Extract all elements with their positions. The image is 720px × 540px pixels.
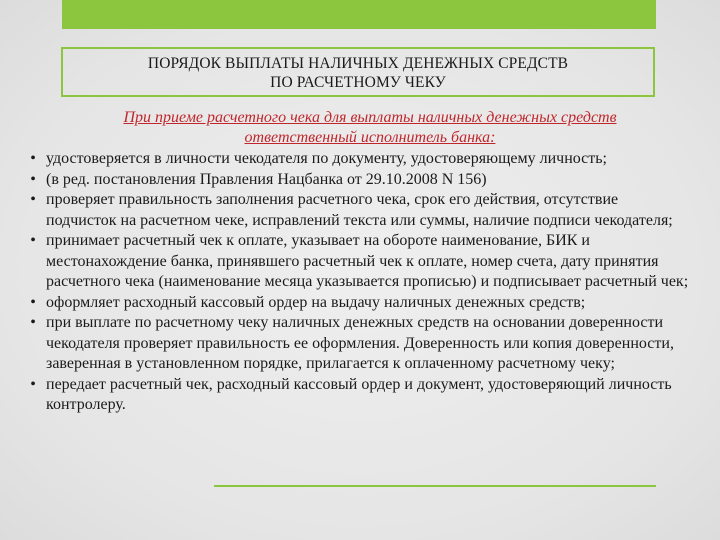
bullet-dot-icon: • <box>30 170 36 188</box>
subtitle-line-1: При приеме расчетного чека для выплаты наличных денежных средств <box>123 109 617 126</box>
list-item-text: оформляет расходный кассовый ордер на выдачу наличных денежных средств; <box>46 293 586 311</box>
list-item <box>0 313 720 375</box>
list-item-text: проверяет правильность заполнения расчетного чека, срок его действия, отсутствие подчисток на расчетном чеке, исправлений текста или суммы, наличие подписи чекодателя; <box>46 191 673 229</box>
title-line-2: ПО РАСЧЕТНОМУ ЧЕКУ <box>270 74 446 91</box>
slide-subtitle <box>40 108 700 148</box>
bullet-list <box>0 149 720 416</box>
bullet-dot-icon: • <box>30 293 36 311</box>
bullet-dot-icon: • <box>30 232 36 249</box>
list-item <box>0 231 720 293</box>
list-item <box>0 149 720 170</box>
slide-title-box <box>61 47 655 97</box>
list-item <box>0 375 720 416</box>
list-item <box>0 190 720 231</box>
list-item <box>0 293 720 314</box>
bottom-accent-line <box>214 485 656 487</box>
bullet-dot-icon: • <box>30 150 36 167</box>
list-item-text: (в ред. постановления Правления Нацбанка от 29.10.2008 N 156) <box>46 170 487 188</box>
bullet-dot-icon: • <box>30 375 36 393</box>
list-item-text: удостоверяется в личности чекодателя по документу, удостоверяющему личность; <box>46 150 607 167</box>
list-item-text: при выплате по расчетному чеку наличных денежных средств на основании доверенности чекодателя проверяет правильность ее оформления. Доверенность или копия доверенности, заверенная в установленном порядке, прилагается к оплаченному расчетному чеку; <box>46 314 674 372</box>
list-item-text: передает расчетный чек, расходный кассовый ордер и документ, удостоверяющий личность контролеру. <box>46 375 672 413</box>
list-item <box>0 170 720 191</box>
bullet-dot-icon: • <box>30 191 36 208</box>
title-line-1: ПОРЯДОК ВЫПЛАТЫ НАЛИЧНЫХ ДЕНЕЖНЫХ СРЕДСТВ <box>147 55 569 72</box>
top-accent-bar <box>62 0 656 29</box>
bullet-dot-icon: • <box>30 314 36 331</box>
subtitle-line-2: ответственный исполнитель банка: <box>244 129 496 146</box>
list-item-text: принимает расчетный чек к оплате, указывает на обороте наименование, БИК и местонахождение банка, принявшего расчетный чек к оплате, номер счета, дату принятия расчетного чека (наименование месяца указывается прописью) и подписывает расчетный чек; <box>46 232 689 290</box>
